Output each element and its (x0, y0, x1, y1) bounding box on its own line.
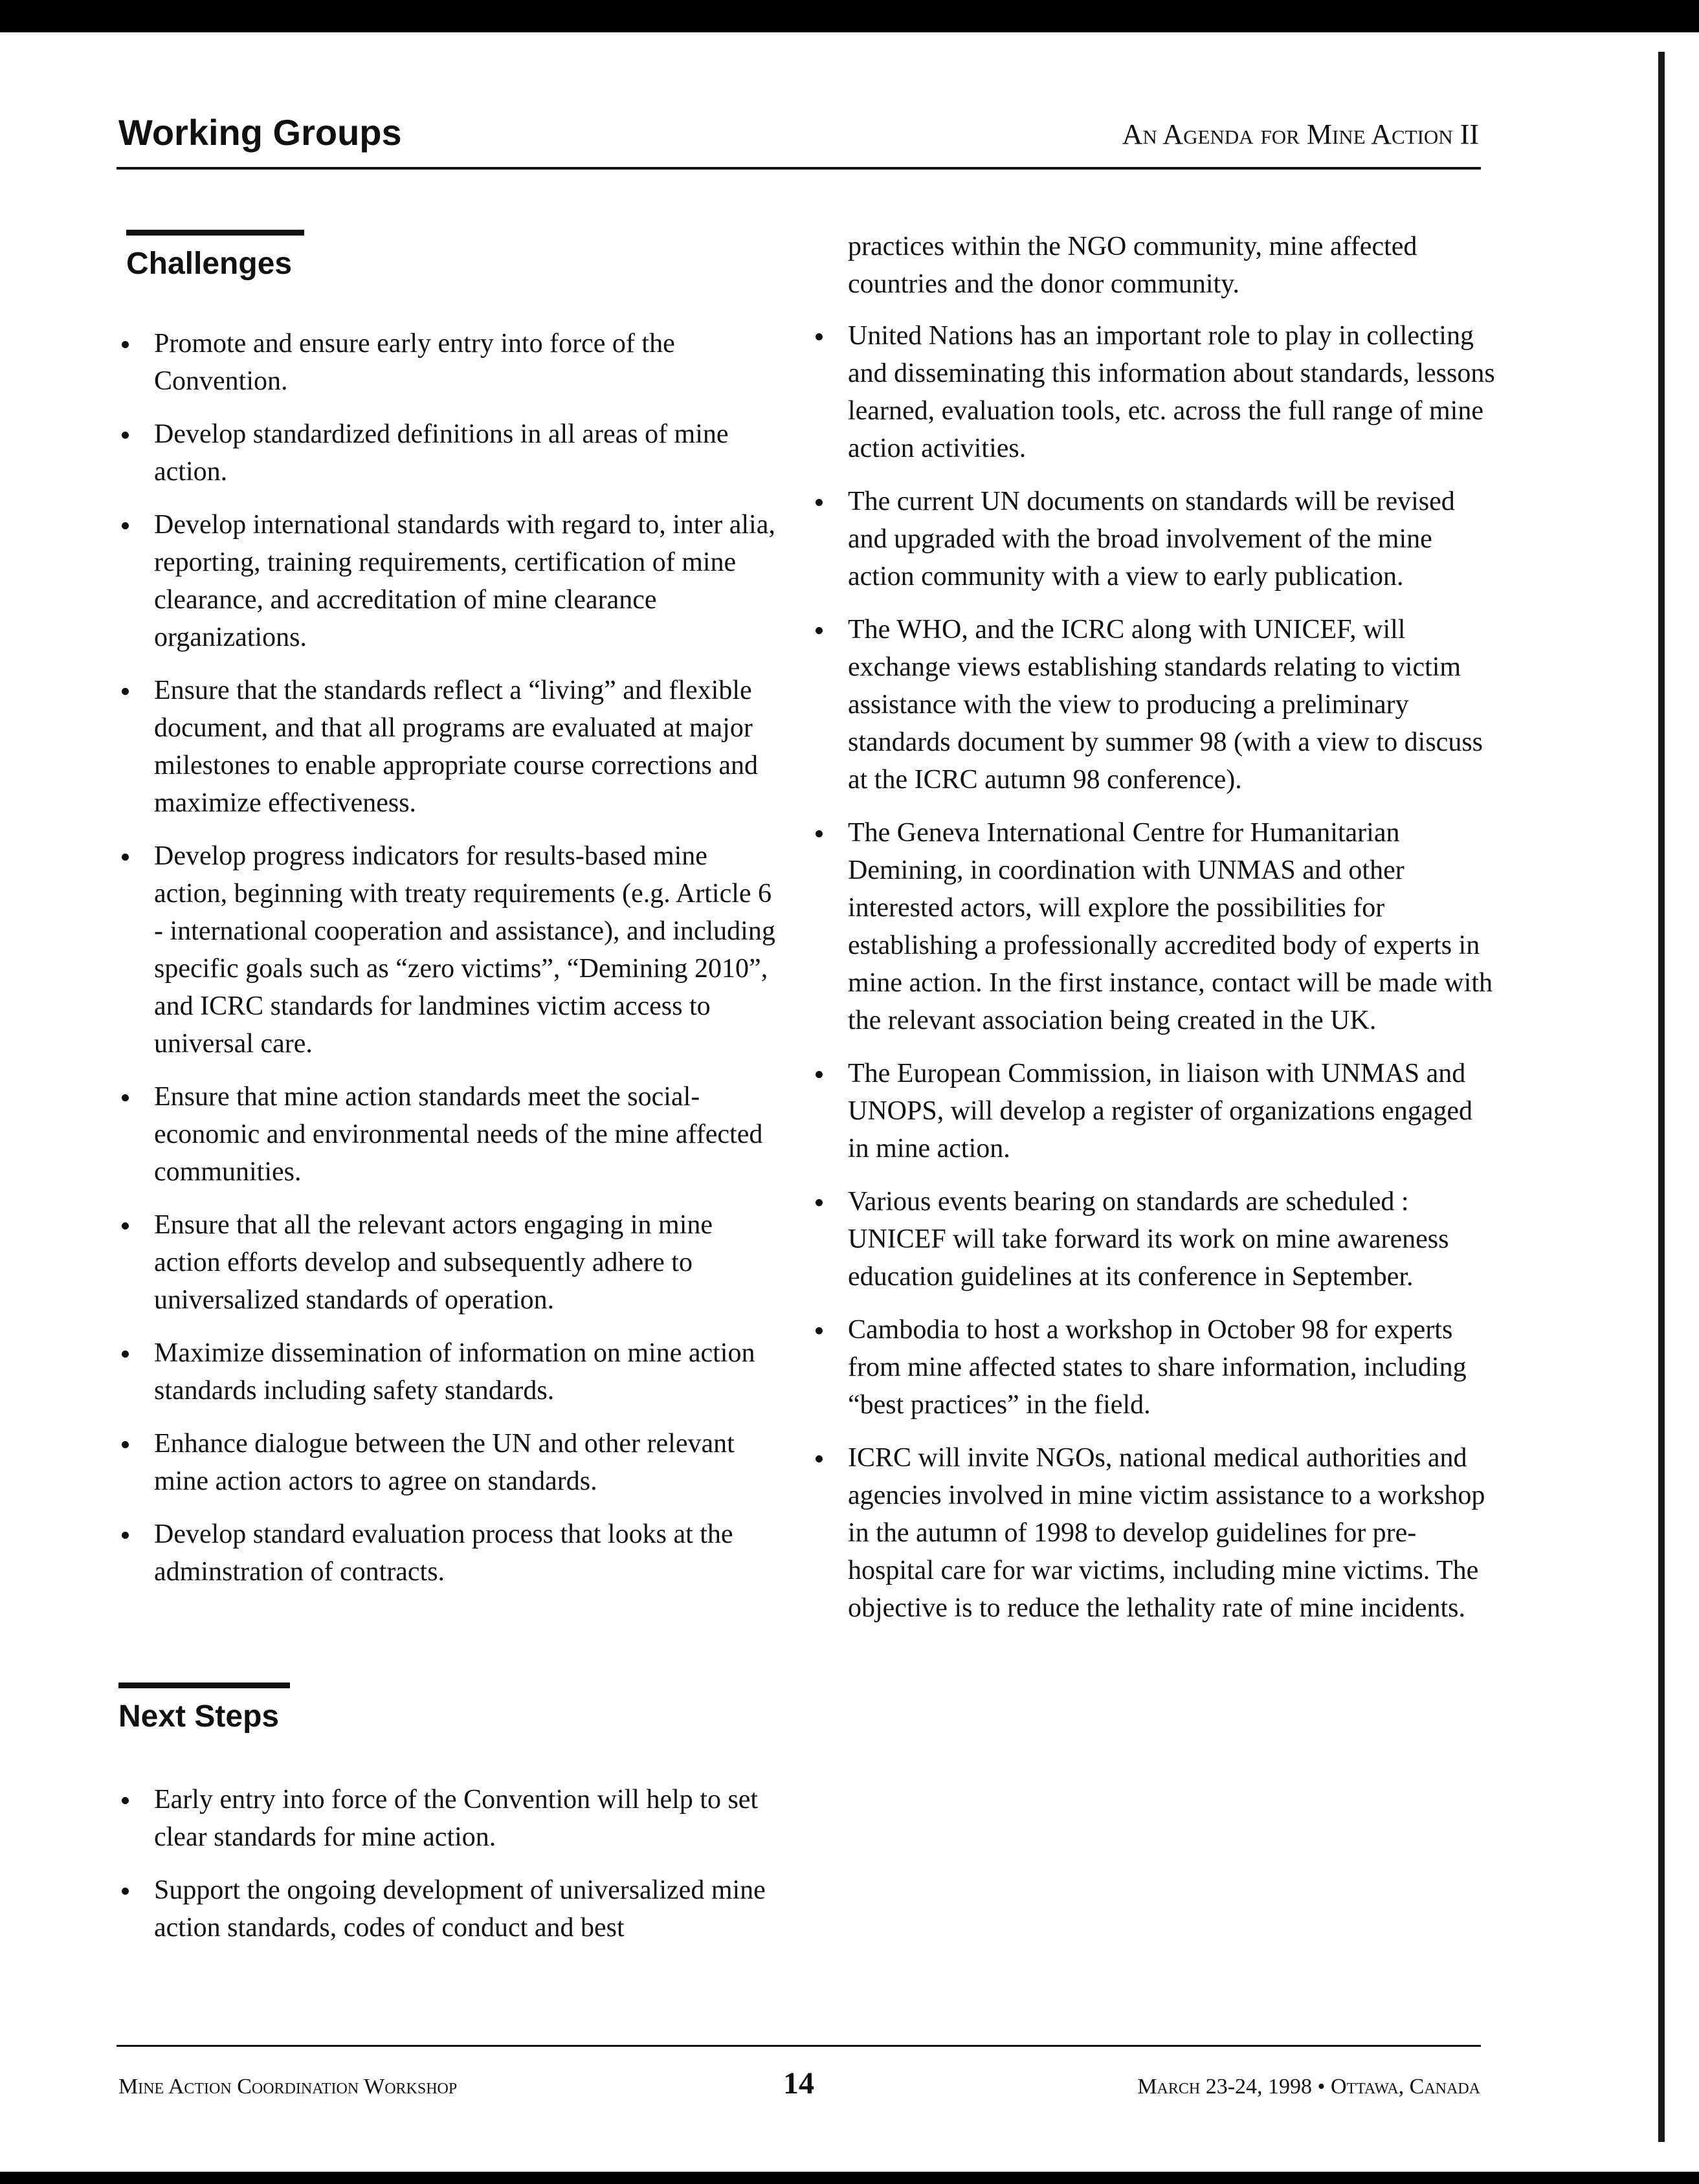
list-item-text: Cambodia to host a workshop in October 98 for experts from mine affected states to share information, including “best practices” in the field. (848, 1315, 1467, 1420)
bullet-icon (122, 1222, 129, 1230)
bullet-icon (816, 627, 823, 634)
challenges-list (117, 325, 783, 1606)
list-item (810, 814, 1495, 1039)
list-item-text: ICRC will invite NGOs, national medical authorities and agencies involved in mine victim assistance to a workshop in the autumn of 1998 to develop guidelines for pre-hospital care for war victims, including mine victims. The objective is to reduce the lethality rate of mine incidents. (848, 1443, 1485, 1623)
page-number: 14 (783, 2066, 814, 2101)
list-item (117, 1871, 783, 1947)
bullet-icon (122, 341, 129, 348)
section-title: Working Groups (118, 112, 402, 153)
next-steps-heading: Next Steps (118, 1699, 280, 1734)
list-item-text: Ensure that all the relevant actors engaging in mine action efforts develop and subsequently adhere to universalized standards of operation. (154, 1210, 713, 1315)
bullet-icon (816, 830, 823, 837)
bullet-icon (816, 333, 823, 340)
running-title: An Agenda for Mine Action II (1122, 118, 1479, 150)
next-steps-heading-bar (118, 1682, 290, 1688)
list-item-text: The WHO, and the ICRC along with UNICEF, will exchange views establishing standards relating to victim assistance with the view to producing a preliminary standards document by summer 98 (with a view to discuss at the ICRC autumn 98 conference). (848, 615, 1483, 795)
list-item (117, 1078, 783, 1191)
list-item-text: Enhance dialogue between the UN and other relevant mine action actors to agree on standards. (154, 1429, 735, 1496)
list-item-text: Support the ongoing development of universalized mine action standards, codes of conduct and best (154, 1875, 766, 1943)
bullet-icon (122, 1441, 129, 1448)
challenges-heading-block (126, 230, 304, 283)
list-item (810, 1183, 1495, 1296)
list-item-text: Develop standard evaluation process that looks at the adminstration of contracts. (154, 1519, 733, 1587)
list-item (117, 1334, 783, 1409)
list-item (117, 672, 783, 822)
bullet-icon (122, 1351, 129, 1358)
next-steps-list-right (810, 317, 1495, 1642)
list-item-text: The European Commission, in liaison with UNMAS and UNOPS, will develop a register of organizations engaged in mine action. (848, 1059, 1472, 1164)
bullet-icon (122, 1532, 129, 1539)
bullet-icon (816, 1327, 823, 1334)
list-item-text: Ensure that mine action standards meet the social-economic and environmental needs of the mine affected communities. (154, 1082, 763, 1187)
bullet-icon (122, 432, 129, 439)
list-item-text: Develop international standards with regard to, inter alia, reporting, training requirements, certification of mine clearance, and accreditation of mine clearance organizations. (154, 510, 775, 652)
list-item (117, 506, 783, 656)
list-item-text: Ensure that the standards reflect a “living” and flexible document, and that all programs are evaluated at major milestones to enable appropriate course corrections and maximize effectiveness. (154, 676, 758, 818)
list-item (117, 325, 783, 400)
footer-date-location: March 23-24, 1998 • Ottawa, Canada (1137, 2075, 1480, 2099)
scan-bottom-border (0, 2172, 1699, 2184)
list-item (810, 483, 1495, 595)
list-item (810, 1055, 1495, 1167)
bullet-icon (816, 1455, 823, 1462)
bullet-icon (122, 1094, 129, 1101)
list-item (810, 611, 1495, 799)
bullet-icon (122, 522, 129, 529)
next-steps-heading-block (118, 1682, 290, 1736)
list-item (810, 1311, 1495, 1424)
footer-rule (117, 2045, 1481, 2047)
list-item (117, 415, 783, 491)
footer-event-name: Mine Action Coordination Workshop (118, 2075, 458, 2099)
bullet-icon (816, 499, 823, 506)
list-item-text: United Nations has an important role to play in collecting and disseminating this information about standards, lessons learned, evaluation tools, etc. across the full range of mine action activities. (848, 321, 1495, 463)
header-rule (117, 167, 1481, 170)
challenges-heading: Challenges (126, 247, 293, 281)
bullet-icon (122, 854, 129, 861)
list-item (117, 1206, 783, 1319)
list-item (117, 1516, 783, 1591)
list-item (117, 837, 783, 1063)
next-steps-continuation: practices within the NGO community, mine affected countries and the donor community. (848, 232, 1417, 299)
list-item (117, 1425, 783, 1500)
list-item-text: Maximize dissemination of information on mine action standards including safety standards. (154, 1338, 755, 1406)
list-item-text: The Geneva International Centre for Humanitarian Demining, in coordination with UNMAS and other interested actors, will explore the possibilities for establishing a professionally accredited body of experts in mine action. In the first instance, contact will be made with the relevant association being created in the UK. (848, 818, 1493, 1035)
list-item-text: Early entry into force of the Convention will help to set clear standards for mine action. (154, 1785, 759, 1852)
bullet-icon (816, 1071, 823, 1078)
list-item (810, 317, 1495, 467)
next-steps-list-left (117, 1781, 783, 1962)
scan-right-edge (1658, 52, 1665, 2142)
scan-top-border (0, 0, 1699, 32)
list-item-text: Develop standardized definitions in all areas of mine action. (154, 419, 729, 487)
list-item (810, 1439, 1495, 1627)
list-item (117, 1781, 783, 1856)
bullet-icon (122, 688, 129, 695)
list-item-text: Various events bearing on standards are scheduled : UNICEF will take forward its work on mine awareness education guidelines at its conference in September. (848, 1187, 1449, 1292)
challenges-heading-bar (126, 230, 304, 236)
list-item-text: Promote and ensure early entry into force of the Convention. (154, 329, 675, 396)
bullet-icon (816, 1199, 823, 1206)
list-item-text: The current UN documents on standards will be revised and upgraded with the broad involvement of the mine action community with a view to early publication. (848, 487, 1455, 591)
bullet-icon (122, 1797, 129, 1804)
list-item-text: Develop progress indicators for results-based mine action, beginning with treaty requirements (e.g. Article 6 - international cooperation and assistance), and including specific goals such as “zero victims”, “Demining 2010”, and ICRC standards for landmines victim access to universal care. (154, 841, 775, 1059)
bullet-icon (122, 1888, 129, 1895)
